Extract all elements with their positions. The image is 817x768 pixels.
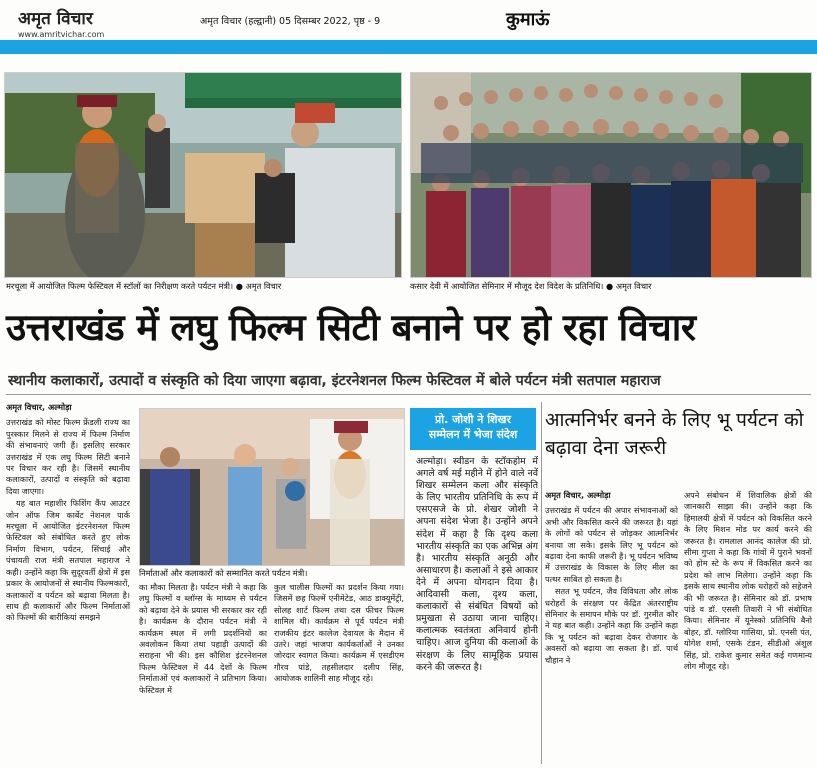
article1-col3	[274, 582, 404, 764]
sidebar-body: अल्मोड़ा। स्वीडन के स्टॉकहोम में अगले वर्ष मई महीने में होने वाले नवें शिखर सम्मेलन कला और संस्कृति के लिए भारतीय प्रतिनिधि के रूप में एसएसजे के प्रो. शेखर जोशी ने अपना संदेश भेजा है। उन्होंने अपने संदेश में कहा है कि दृश्य कला भारतीय संस्कृति का एक अभिन्न अंग है। भारतीय संस्कृति अनूठी और असाधारण है। कलाओं ने इसे आकार देने में अपना योगदान दिया है। आदिवासी कला, दृश्य कला, कलाकारों से संबंधित विषयों को प्रमुखता से उठाया जाना चाहिए। कलात्मक स्वतंत्रता अनिवार्य होनी चाहिए। आज दुनिया की कलाओं के संरक्षण के लिए सामूहिक प्रयास करने की जरूरत है।	[416, 456, 538, 673]
article1-byline: अमृत विचार, अल्मोड़ा	[6, 402, 72, 412]
article1-col2-text: का मौका मिलता है। पर्यटन मंत्री ने कहा कि लघु फिल्मों व ब्लॉग्स के माध्यम से पर्यटन को बढ़ावा देने के प्रयास भी सरकार कर रही है। कार्यक्रम के दौरान पर्यटन मंत्री ने कार्यक्रम स्थल में लगी प्रदर्शनियों का अवलोकन किया तथा पहाड़ी उत्पादों की सराहना भी की। इस कौशिश इंटरनेशनल फिल्म फेस्टिवल में 44 देशों के फिल्म निर्माताओं एवं कलाकारों ने प्रतिभाग किया। फेस्टिवल में	[139, 582, 267, 695]
divider-sidebar-right	[541, 402, 542, 764]
left-photo-caption: मरचूला में आयोजित फिल्म फेस्टिवल में स्टॉलों का निरीक्षण करते पर्यटन मंत्री। ● अमृत विचार	[6, 281, 282, 291]
article2-para2: सतत भू पर्यटन, जैव विविधता और लोक धरोहरों के संरक्षण पर केंद्रित अंतरराष्ट्रीय सेमिनार के समापन मौके पर डॉ. गुरमीत कौर ने यह बात कही। उन्होंने कहा कि उन्होंने कहा कि भू पर्यटन को बढ़ावा देकर रोजगार के अवसरों को बढ़ाया जा सकता है। डॉ. पार्थ चौहान ने	[545, 586, 678, 665]
photo-seminar-group	[410, 72, 812, 278]
article2-para1: उत्तराखंड में पर्यटन की अपार संभावनाओं को अभी और विकसित करने की जरूरत है। यहां के लोगों को पर्यटन से जोड़कर आत्मनिर्भर बनाया जा सके। इसके लिए भू पर्यटन को बढ़ावा देना काफी जरूरी है। भू पर्यटन भविष्य में उत्तराखंड के विकास के लिए मील का पत्थर साबित हो सकता है।	[545, 505, 678, 584]
article1-col3-text: कुल चालीस फिल्मों का प्रदर्शन किया गया। जिसमें छह फिल्में एनीमेटेड, आठ डाक्यूमेंट्री, सोलह शार्ट फिल्म तथा दस फीचर फिल्म शामिल थी। कार्यक्रम से पूर्व पर्यटन मंत्री राजकीय इंटर कालेज देवायल के मैदान में उतरे। जहां भाजपा कार्यकर्ताओं ने उनका जोरदार स्वागत किया। कार्यक्रम में एसडीएम गौरव पांडे, तहसीलदार दलीप सिंह, आयोजक शालिनी साह मौजूद रहे।	[274, 582, 404, 684]
sidebar-heading	[410, 408, 536, 450]
article1-para1: उत्तराखंड को मोस्ट फिल्म फ्रेंडली राज्य का पुरस्कार मिलने से राज्य में फिल्म निर्माण की संभावनाएं जगी हैं। इसलिए सरकार उत्तराखंड में एक लघु फिल्म सिटी बनाने पर विचार कर रही है। जिसमें स्थानीय कलाकारों, उत्पादों व संस्कृति को बढ़ावा दिया जाएगा।	[6, 417, 130, 496]
section-title: कुमाऊं	[506, 9, 550, 30]
photo-stall-inspection	[4, 72, 402, 278]
article1-para2: यह बात महाशीर फिशिंग कैंप आउटर जोन ऑफ जिम कार्बेट नेशनल पार्क मरचूला में आयोजित इंटरनेशनल फिल्म फेस्टिवल को संबोधित करते हुए लोक निर्माण विभाग, पर्यटन, सिंचाई और पंचायती राज मंत्री सतपाल महाराज ने कही। उन्होंने कहा कि सुदूरवर्ती क्षेत्रों में इस प्रकार के आयोजनों से स्थानीय फिल्मकारों, कलाकारों व पर्यटन को बढ़ावा मिलता है। साथ ही कलाकारों और फिल्म निर्माताओं को फिल्मों की बारीकियां समझने	[6, 498, 130, 623]
article1-col2	[139, 582, 267, 764]
masthead-rule	[0, 40, 817, 54]
newspaper-logo: अमृत विचार	[18, 9, 93, 29]
divider-under-subhead	[6, 394, 811, 395]
sidebar-heading-line2: सम्मेलन में भेजा संदेश	[428, 428, 518, 441]
article2-col1	[545, 490, 678, 764]
dateline: अमृत विचार (हल्द्वानी) 05 दिसम्बर 2022, पृष्ठ - 9	[200, 16, 381, 27]
middle-photo-caption: निर्माताओं और कलाकारों को सम्मानित करते पर्यटन मंत्री।	[139, 568, 308, 578]
masthead	[0, 0, 817, 56]
article1-col1	[6, 402, 130, 764]
website-url: www.amritvichar.com	[18, 30, 105, 39]
article2-col2-text: अपने संबोधन में शिवालिक क्षेत्रों की जानकारी साझा की। उन्होंने कहा कि हिमालयी क्षेत्रों में पर्यटन को विकसित करने के लिए मिशन मोड पर कार्य करने की जरूरत है। रामलाल आनंद कालेज की प्रो. सीमा गुप्ता ने कहा कि गांवों में पुराने भवनों को होम स्टे के रूप में विकसित करने का प्रदेश को लाभ मिलेगा। उन्होंने कहा कि इसके साथ स्थानीय लोक धरोहरों को सहेजने की भी जरूरत है। सेमिनार को डॉ. प्रभाष पांडे व डॉ. एससी तिवारी ने भी संबोधित किया। सेमिनार में यूनेस्को प्रतिनिधि बैनो बोहर, डॉ. ग्लोरिया गासिया, प्रो. एनसी पंत, योगेश शर्मा, एसके टंडन, सीडीओ अंशुल सिंह, प्रो. राकेश कुमार समेत कई गणमान्य लोग मौजूद रहे।	[684, 490, 812, 672]
main-headline: उत्तराखंड में लघु फिल्म सिटी बनाने पर हो रहा विचार	[6, 306, 696, 349]
photo-felicitation	[139, 408, 405, 566]
article2-headline: आत्मनिर्भर बनने के लिए भू पर्यटन को बढ़ावा देना जरूरी	[545, 409, 804, 459]
article2-col2	[684, 490, 812, 764]
sub-headline: स्थानीय कलाकारों, उत्पादों व संस्कृति को दिया जाएगा बढ़ावा, इंटरनेशनल फिल्म फेस्टिवल में बोले पर्यटन मंत्री सतपाल महाराज	[8, 373, 661, 389]
right-photo-caption: कसार देवी में आयोजित सेमिनार में मौजूद देश विदेश के प्रतिनिधि। ● अमृत विचार	[410, 281, 652, 291]
article2-byline: अमृत विचार, अल्मोड़ा	[545, 490, 611, 500]
sidebar-heading-line1: प्रो. जोशी ने शिखर	[434, 413, 512, 426]
